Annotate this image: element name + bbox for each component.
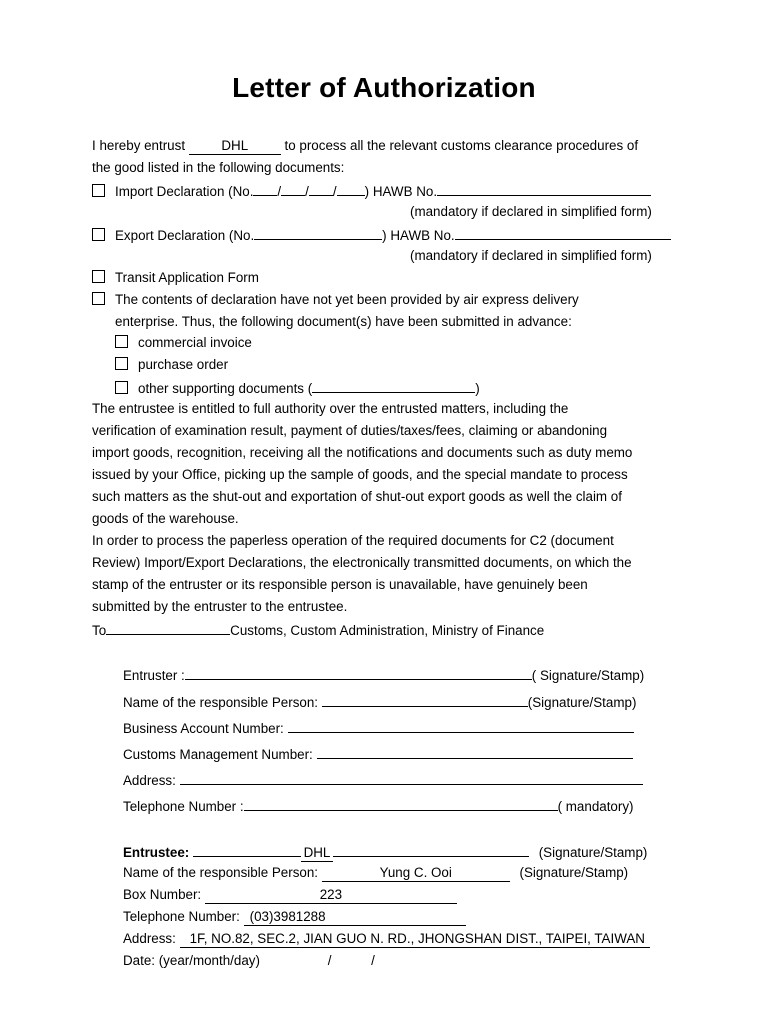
body-line: Review) Import/Export Declarations, the electronically transmitted documents, on which the: [92, 555, 632, 570]
body-line: goods of the warehouse.: [92, 511, 239, 526]
export-declaration-option: Export Declaration (No. ) HAWB No.: [92, 225, 671, 245]
entrustee-row: Entrustee: DHL (Signature/Stamp): [123, 842, 647, 862]
body-line: submitted by the entruster to the entrustee.: [92, 599, 348, 614]
business-account-field[interactable]: [288, 718, 634, 733]
contents-line-2: enterprise. Thus, the following document(s) have been submitted in advance:: [115, 314, 572, 329]
date-row: Date: (year/month/day) / /: [123, 953, 375, 968]
commercial-invoice-checkbox[interactable]: [115, 335, 128, 348]
other-documents-field[interactable]: [312, 378, 475, 393]
mandatory-note: (mandatory if declared in simplified form): [410, 248, 652, 263]
entruster-phone-field[interactable]: [244, 796, 558, 811]
body-line: The entrustee is entitled to full authority over the entrusted matters, including the: [92, 401, 569, 416]
transit-option: Transit Application Form: [92, 269, 259, 287]
body-line: stamp of the entruster or its responsible person is unavailable, have genuinely been: [92, 577, 588, 592]
body-line: issued by your Office, picking up the sample of goods, and the special mandate to process: [92, 467, 628, 482]
other-documents-option: other supporting documents ( ): [115, 378, 480, 398]
body-line: import goods, recognition, receiving all the notifications and documents such as duty memo: [92, 445, 633, 460]
page-title: Letter of Authorization: [232, 72, 536, 103]
transit-checkbox[interactable]: [92, 270, 105, 283]
import-hawb-field[interactable]: [437, 181, 651, 196]
box-number-value: 223: [205, 887, 457, 904]
customs-management-field[interactable]: [317, 744, 633, 759]
mandatory-note: (mandatory if declared in simplified form): [410, 204, 652, 219]
contents-option: The contents of declaration have not yet been provided by air express delivery: [92, 291, 579, 309]
entruster-field[interactable]: [185, 665, 532, 680]
entruster-row: Entruster : ( Signature/Stamp): [123, 665, 644, 685]
intro-line: I hereby entrust DHL to process all the relevant customs clearance procedures of: [92, 138, 639, 153]
entrustee-person-value: Yung C. Ooi: [322, 865, 510, 882]
entruster-phone-row: Telephone Number : ( mandatory): [123, 796, 634, 816]
entruster-address-row: Address:: [123, 770, 643, 790]
intro-line-2: the good listed in the following documents:: [92, 160, 345, 175]
entrustee-address-row: Address: 1F, NO.82, SEC.2, JIAN GUO N. RD., JHONGSHAN DIST., TAIPEI, TAIWAN: [123, 930, 650, 948]
to-line: To Customs, Custom Administration, Ministry of Finance: [92, 620, 544, 640]
body-line: verification of examination result, payment of duties/taxes/fees, claiming or abandoning: [92, 423, 608, 438]
export-declaration-checkbox[interactable]: [92, 228, 105, 241]
export-hawb-field[interactable]: [455, 225, 671, 240]
commercial-invoice-option: commercial invoice: [115, 334, 252, 352]
export-number-field[interactable]: [254, 225, 382, 240]
business-account-row: Business Account Number:: [123, 718, 634, 738]
other-documents-checkbox[interactable]: [115, 381, 128, 394]
body-line: In order to process the paperless operation of the required documents for C2 (document: [92, 533, 614, 548]
entruster-person-field[interactable]: [322, 692, 528, 707]
purchase-order-option: purchase order: [115, 356, 228, 374]
entrusted-party-field: DHL: [189, 138, 281, 155]
entrustee-phone-row: Telephone Number: (03)3981288: [123, 908, 466, 926]
box-number-row: Box Number: 223: [123, 886, 457, 904]
entrustee-address-value: 1F, NO.82, SEC.2, JIAN GUO N. RD., JHONGSHAN DIST., TAIPEI, TAIWAN: [180, 931, 650, 948]
entrustee-value: DHL: [301, 845, 333, 862]
customs-office-field[interactable]: [106, 620, 230, 635]
entrustee-person-row: Name of the responsible Person: Yung C. Ooi (Signature/Stamp): [123, 865, 629, 880]
entruster-person-row: Name of the responsible Person: (Signature/Stamp): [123, 692, 636, 712]
import-declaration-option: Import Declaration (No. / / / ) HAWB No.: [92, 181, 651, 201]
entruster-address-field[interactable]: [180, 770, 643, 785]
purchase-order-checkbox[interactable]: [115, 357, 128, 370]
entrustee-phone-value: (03)3981288: [244, 909, 466, 926]
import-declaration-checkbox[interactable]: [92, 184, 105, 197]
contents-checkbox[interactable]: [92, 292, 105, 305]
customs-management-row: Customs Management Number:: [123, 744, 633, 764]
body-line: such matters as the shut-out and exportation of shut-out export goods as well the claim of: [92, 489, 622, 504]
